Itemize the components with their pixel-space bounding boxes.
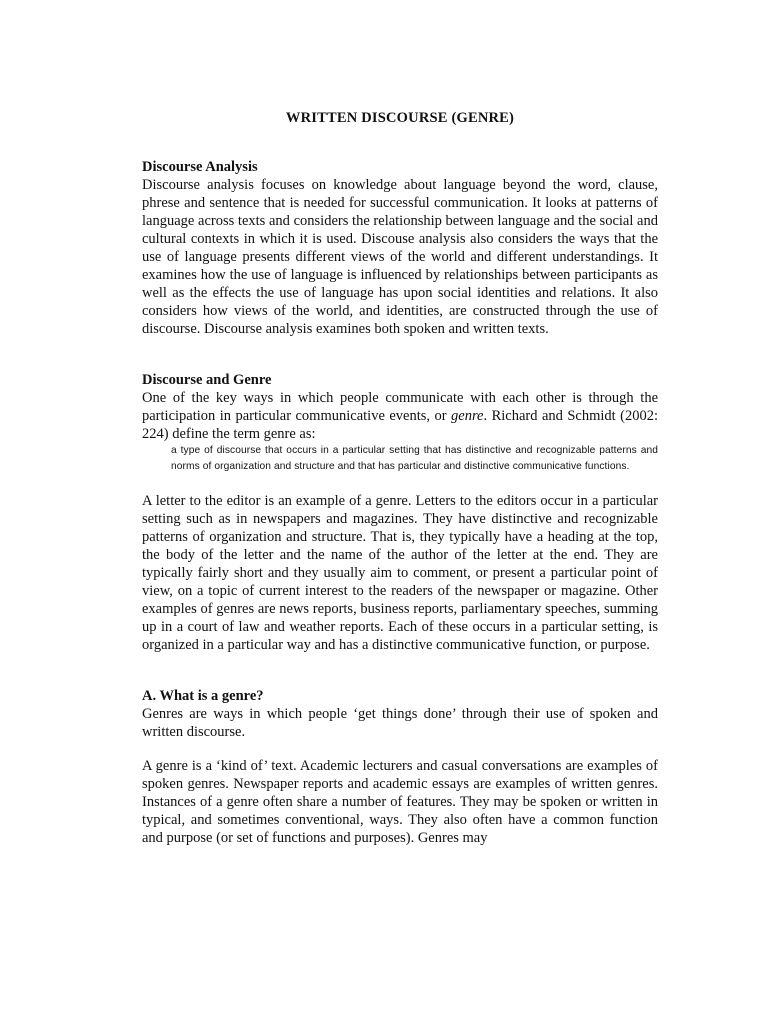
spacer [142,338,658,371]
section-what-is-a-genre [142,687,658,847]
paragraph: A genre is a ‘kind of’ text. Academic lecturers and casual conversations are examples of spoken genres. Newspaper reports and academic essays are examples of written genres. Instances of a genre often share a number of features. They may be spoken or written in typical, and sometimes conventional, ways. They also often have a common function and purpose (or set of functions and purposes). Genres may [142,758,658,846]
paragraph: A letter to the editor is an example of a genre. Letters to the editors occur in a particular setting such as in newspapers and magazines. They have distinctive and recognizable patterns of organization and structure. That is, they typically have a heading at the top, the body of the letter and the name of the author of the letter at the end. They are typically fairly short and they usually aim to comment, or present a particular point of view, on a topic of current interest to the readers of the newspaper or magazine. Other examples of genres are news reports, business reports, parliamentary speeches, summing up in a court of law and weather reports. Each of these occurs in a particular setting, is organized in a particular way and has a distinctive communicative function, or purpose. [142,493,658,653]
section-discourse-and-genre [142,371,658,654]
definition-quote: a type of discourse that occurs in a particular setting that has distinctive and recognizable patterns and norms of organization and structure and that has particular and distinctive communicative functions. [171,445,658,472]
section-heading: Discourse Analysis [142,159,258,175]
intro-text-end: . Richard and Schmidt (2002: 224) define the term genre as: [142,408,658,442]
document-title: WRITTEN DISCOURSE (GENRE) [285,110,515,126]
spacer [142,741,658,757]
paragraph: Discourse analysis focuses on knowledge about language beyond the word, clause, phrese and sentence that is needed for successful communication. It looks at patterns of language across texts and considers the relationship between language and the social and cultural contexts in which it is used. Discouse analysis also considers the ways that the use of language presents different views of the world and different understandings. It examines how the use of language is influenced by relationships between participants as well as the effects the use of language has upon social identities and relations. It also considers how views of the world, and identities, are constructed through the use of discourse. Discourse analysis examines both spoken and written texts. [142,177,658,337]
intro-text-start: One of the key ways in which people communicate with each other is through the participation in particular communicative events, or [142,390,658,424]
spacer [142,654,658,687]
intro-italic-term: genre [451,408,484,424]
paragraph: Genres are ways in which people ‘get things done’ through their use of spoken and written discourse. [142,706,658,740]
section-heading: Discourse and Genre [142,372,272,388]
intro-paragraph [142,389,658,443]
spacer [142,474,658,492]
section-heading: A. What is a genre? [142,688,264,704]
section-discourse-analysis [142,158,658,338]
